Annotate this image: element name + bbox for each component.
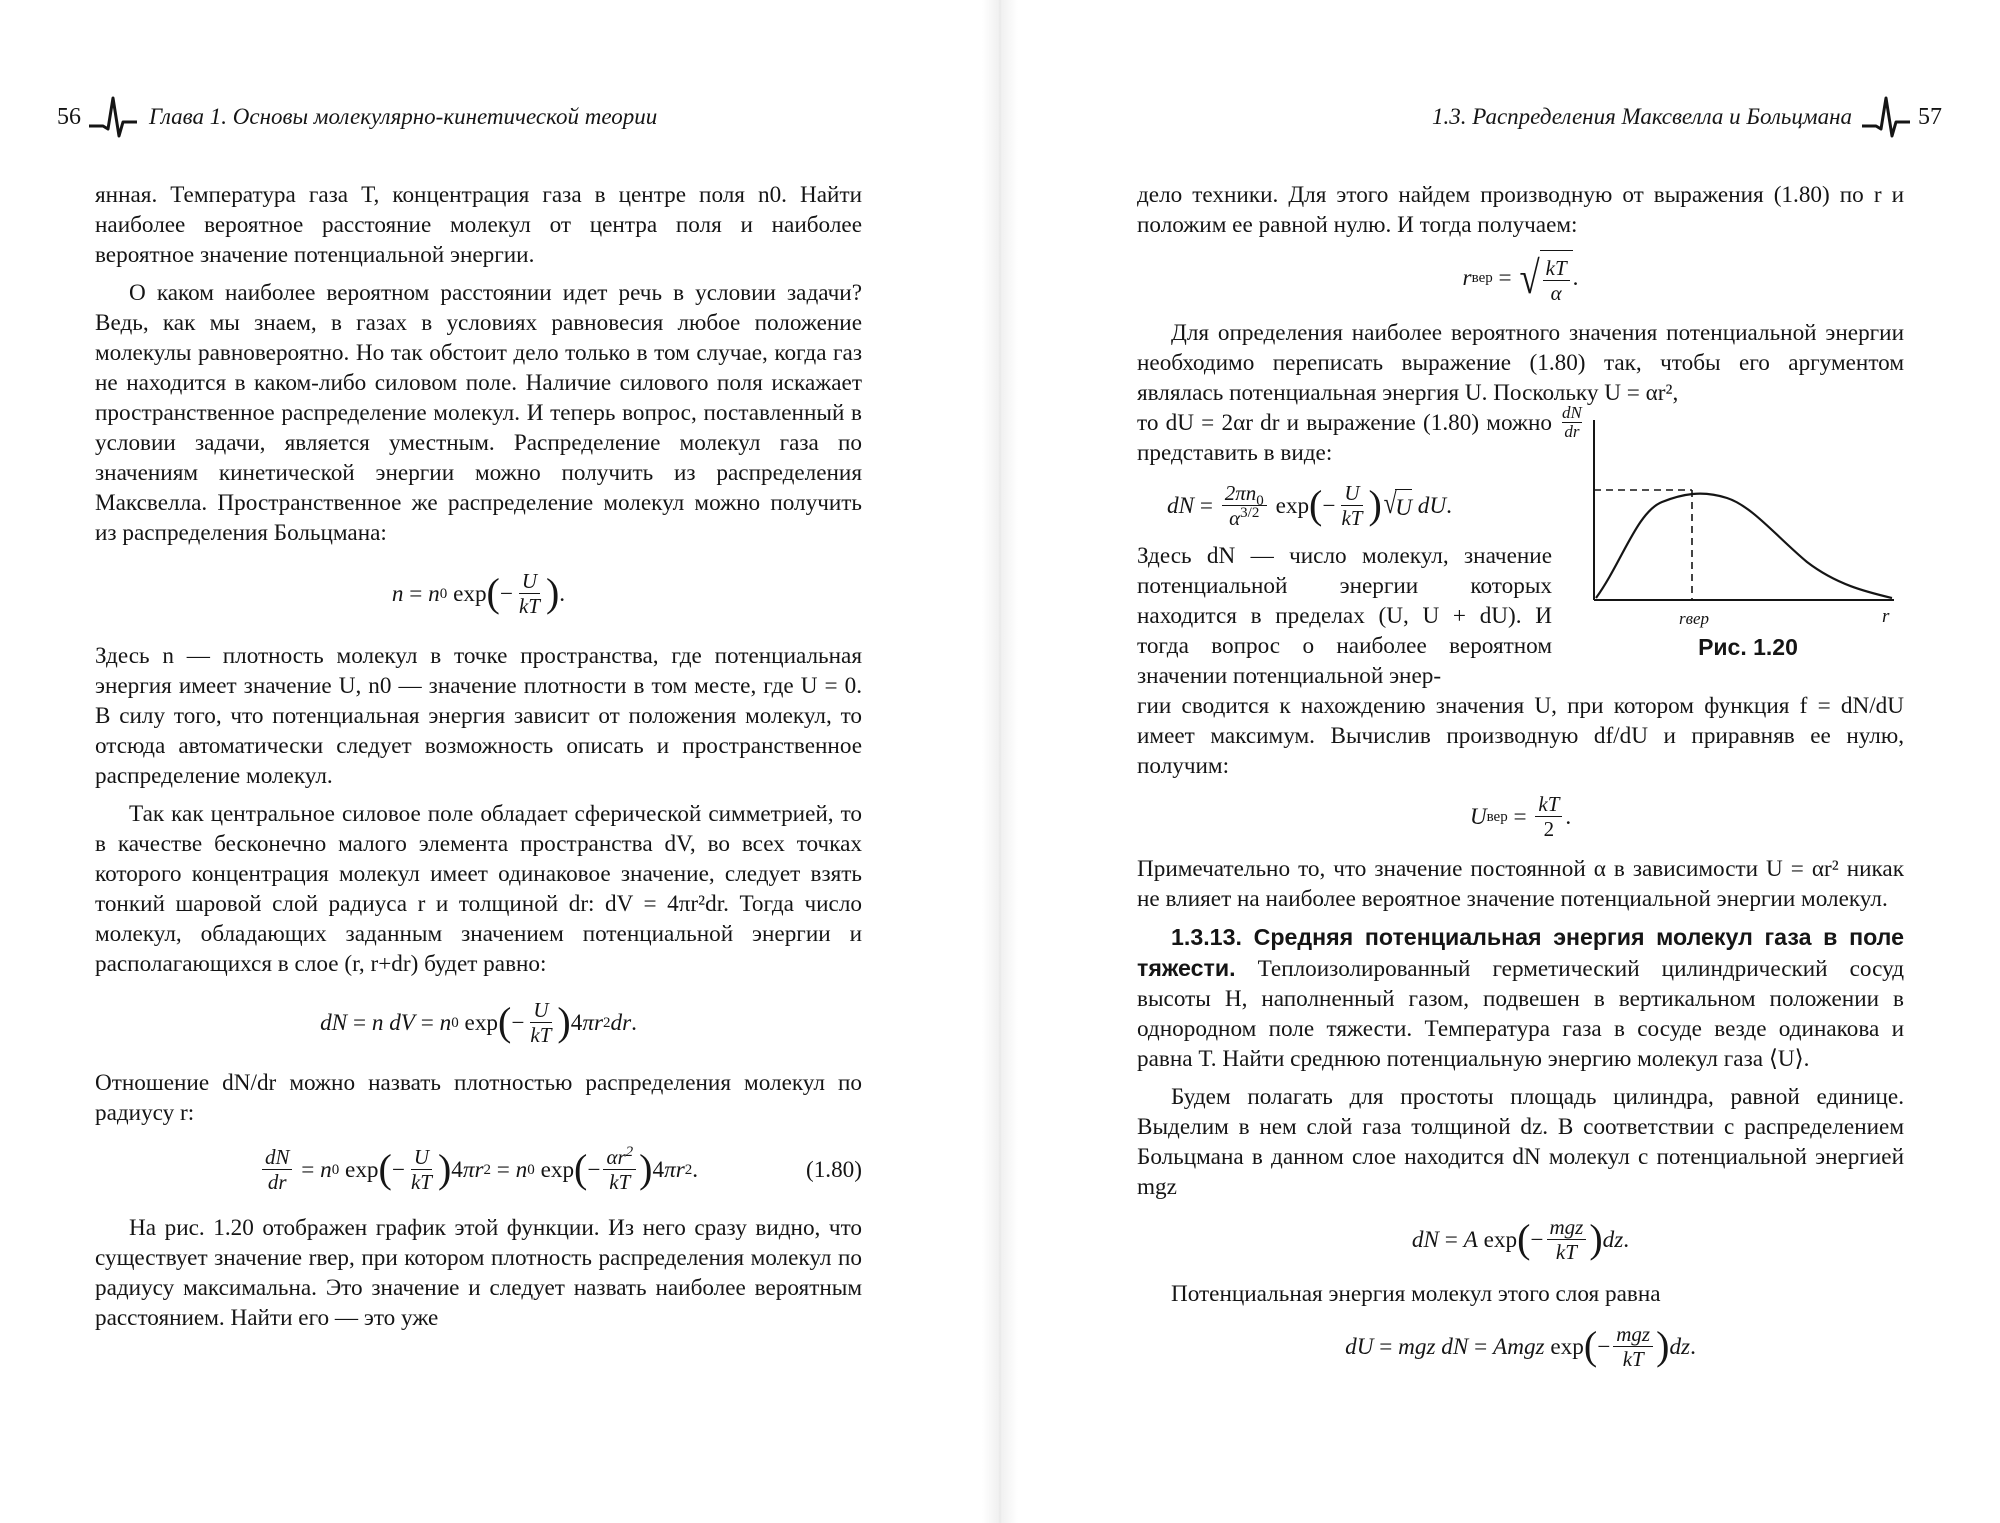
paragraph: Здесь dN — число молекул, значение потенциальной энергии которых находится в пределах (U, U + dU). И тогда вопрос о наиболее вероятном значении потенциальной энер-: [1137, 543, 1552, 689]
paragraph: Примечательно то, что значение постоянной α в зависимости U = αr² никак не влияет на наиболее вероятное значение потенциальной энергии молекул.: [1137, 856, 1904, 912]
left-page-number: 56: [57, 103, 81, 130]
section-paragraph: [1137, 922, 1904, 1074]
equation-dN: dN = n dV = n 0 exp ( − $\frac{U}{kT}$ ) 4 πr 2 dr .: [320, 998, 637, 1047]
left-running-head-title: Глава 1. Основы молекулярно-кинетической теории: [149, 104, 658, 129]
paragraph: Здесь n — плотность молекул в точке пространства, где потенциальная энергия имеет значение U, n0 — значение плотности в том месте, где U = 0. В силу того, что потенциальная энергия зависит от положения молекул, то отсюда автоматически следует возможность описать и пространственное распределение молекул.: [95, 643, 862, 789]
figure-wrap: [1137, 403, 1904, 691]
equation-r-most-probable: r вер = √ $\frac{kT}{\alpha}$ .: [1462, 252, 1579, 305]
equation-boltzmann: n = n 0 exp ( − $\frac{U}{kT}$ ) .: [391, 569, 566, 618]
section-text: Теплоизолированный герметический цилиндрический сосуд высоты H, наполненный газом, подвешен в вертикальном положении в однородном поле тяжести. Температура газа в сосуде везде одинакова и равна T. Найти среднюю потенциальную энергию молекул газа ⟨U⟩.: [1137, 956, 1905, 1072]
right-running-head: [1432, 96, 1942, 138]
y-axis-label: dN dr: [1562, 403, 1582, 441]
equation-U-most-probable: U вер = $\frac{kT}{2}$ .: [1469, 792, 1572, 841]
paragraph: дело техники. Для этого найдем производную от выражения (1.80) по r и положим ее равной нулю. И тогда получаем:: [1137, 182, 1904, 238]
right-running-head-title: 1.3. Распределения Максвелла и Больцмана: [1432, 104, 1852, 129]
right-page-number: 57: [1918, 103, 1942, 130]
x-axis-label: r: [1882, 606, 1890, 627]
paragraph: Отношение dN/dr можно назвать плотностью распределения молекул по радиусу r:: [95, 1070, 862, 1126]
figure-caption: Рис. 1.20: [1698, 634, 1798, 660]
pulse-icon: [1862, 96, 1910, 138]
equation-dN-gravity: dN = A exp ( − $\frac{\text{mgz}}{kT}$ ) dz .: [1411, 1215, 1630, 1264]
equation-number: (1.80): [805, 1156, 862, 1183]
paragraph: то dU = 2αr dr и выражение (1.80) можно представить в виде:: [1137, 410, 1552, 466]
figure-side-text: [1137, 408, 1552, 691]
peak-label: rвер: [1679, 609, 1710, 628]
distribution-graph: [1552, 402, 1904, 634]
section-title: 1.3.13. Средняя потенциальная энергия молекул газа в поле тяжести.: [1137, 924, 1904, 981]
pulse-icon: [89, 96, 137, 138]
equation-dN-dU: dN = $\frac{2\pi n_0}{\alpha^{3/2}}$ exp ( − $\frac{U}{kT}$ ) √ U dU .: [1167, 481, 1452, 530]
right-page-body: [1137, 180, 1904, 1370]
paragraph: Будем полагать для простоты площадь цилиндра, равной единице. Выделим в нем слой газа толщиной dz. В соответствии с распределением Больцмана в данном слое находится dN молекул с потенциальной энергией mgz: [1137, 1084, 1904, 1200]
paragraph: гии сводится к нахождению значения U, при котором функция f = dN/dU имеет максимум. Вычислив производную df/dU и приравняв ее нулю, получим:: [1137, 693, 1904, 779]
paragraph: Для определения наиболее вероятного значения потенциальной энергии необходимо переписать выражение (1.80) так, чтобы его аргументом являлась потенциальная энергия U. Поскольку U = αr²,: [1137, 320, 1904, 406]
paragraph: Потенциальная энергия молекул этого слоя равна: [1171, 1281, 1661, 1307]
distribution-curve: [1596, 494, 1892, 598]
left-page-body: [95, 180, 862, 1333]
right-page: [1010, 0, 2000, 1523]
paragraph: О каком наиболее вероятном расстоянии идет речь в условии задачи? Ведь, как мы знаем, в газах в условиях равновесия любое положение молекулы равновероятно. Но так обстоит дело только в том случае, когда газ не находится в каком-либо силовом поле. Наличие силового поля искажает пространственное распределение молекул. И теперь вопрос, поставленный в условии задачи, является уместным. Распределение молекул газа по значениям кинетической энергии можно получить из распределения Максвелла. Пространственное же распределение молекул можно получить из распределения Больцмана:: [95, 280, 862, 546]
paragraph: Так как центральное силовое поле обладает сферической симметрией, то в качестве бесконечно малого элемента пространства dV, во всех точках которого концентрация молекул имеет одинаковое значение, следует взять тонкий шаровой слой радиуса r и толщиной dr: dV = 4πr²dr. Тогда число молекул, обладающих заданным значением потенциальной энергии и располагающихся в слое (r, r+dr) будет равно:: [95, 801, 862, 977]
left-running-head: [57, 96, 657, 138]
paragraph: янная. Температура газа T, концентрация газа в центре поля n0. Найти наиболее вероятное расстояние молекул от центра поля и наиболее вероятное значение потенциальной энергии.: [95, 182, 862, 268]
left-page: [0, 0, 990, 1523]
figure-1-20: [1552, 402, 1904, 691]
equation-dU-gravity: dU = mgz dN = Amgz exp ( − $\frac{\text{mgz}}{kT}$ ) dz .: [1345, 1322, 1696, 1371]
paragraph: На рис. 1.20 отображен график этой функции. Из него сразу видно, что существует значение rвер, при котором плотность распределения молекул по радиусу максимальна. Это значение и следует назвать наиболее вероятным расстоянием. Найти его — это уже: [95, 1215, 862, 1331]
equation-1-80: $\frac{dN}{dr}$ = n 0 exp ( − $\frac{U}{kT}$ ) 4 πr 2 = n 0 exp ( − $\frac{\alpha r^2}{kT}$ ) 4 πr 2 . (1.80): [95, 1146, 862, 1193]
